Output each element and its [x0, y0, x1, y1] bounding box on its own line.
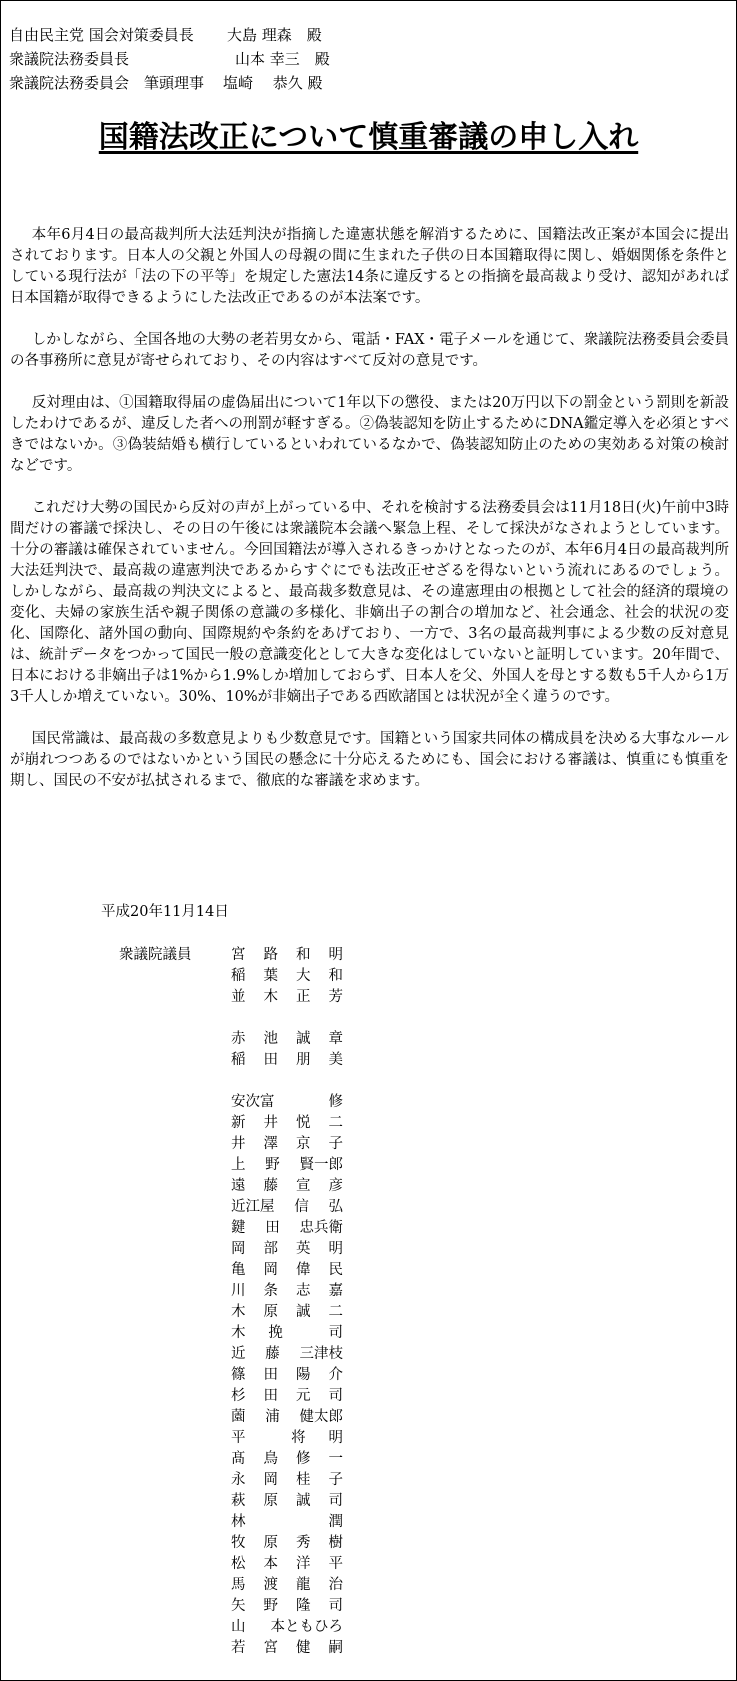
paragraph: 本年6月4日の最高裁判所大法廷判決が指摘した違憲状態を解消するために、国籍法改正案が本国会に提出されております。日本人の父親と外国人の母親の間に生まれた子供の日本国籍取得に関し、婚姻関係を条件としている現行法が「法の下の平等」を規定した憲法14条に違反するとの指摘を最高裁より受け、認知があれば日本国籍が取得できるようにした法改正であるのが本法案です。	[10, 227, 729, 306]
body-text	[10, 225, 729, 813]
member-name-part: 近	[231, 1346, 246, 1362]
member-name-part: 忠兵衛	[299, 1220, 343, 1236]
member-name-part: 藤	[265, 1346, 280, 1362]
member-name-part: 原	[263, 1304, 278, 1320]
member-name	[231, 1134, 343, 1155]
member-name-part: 志	[296, 1283, 311, 1299]
member-name-part: 葉	[263, 968, 278, 984]
member-name-part: 明	[328, 1241, 343, 1257]
member-name-part: 和	[328, 968, 343, 984]
member-name-part: 秀	[296, 1535, 311, 1551]
member-name	[231, 1092, 343, 1113]
member-name-part: 条	[263, 1283, 278, 1299]
document-title	[1, 118, 736, 158]
member-name-part: 洋	[296, 1556, 311, 1572]
member-name-part: 安次富	[231, 1094, 275, 1110]
member-name-part: 木	[231, 1325, 246, 1341]
member-name-part: 木	[231, 1304, 246, 1320]
paragraph: 反対理由は、①国籍取得届の虚偽届出について1年以下の懲役、または20万円以下の罰金という罰則を新設したわけであるが、違反した者への刑罰が軽すぎる。②偽装認知を防止するためにDNA鑑定導入を必須とすべきではないか。③偽装結婚も横行しているといわれているなかで、偽装認知防止のための実効ある対策の検討などです。	[10, 395, 729, 474]
member-name	[231, 1155, 343, 1176]
member-name-part: 章	[328, 1031, 343, 1047]
paragraph: 国民常識は、最高裁の多数意見よりも少数意見です。国籍という国家共同体の構成員を決める大事なルールが崩れつつあるのではないかという国民の懸念に十分応えるためにも、国会における審議は、慎重にも慎重を期し、国民の不安が払拭されるまで、徹底的な審議を求めます。	[10, 731, 729, 789]
member-name-part: 和	[296, 947, 311, 963]
member-name-part: 岡	[231, 1241, 246, 1257]
member-name-part: 宣	[296, 1178, 311, 1194]
member-name	[231, 1575, 343, 1596]
signatory-label: 衆議院議員	[119, 947, 192, 963]
member-name-part: 林	[231, 1514, 246, 1530]
member-name-part: 美	[328, 1052, 343, 1068]
member-name-part: 路	[263, 947, 278, 963]
member-name-part: 山	[231, 1619, 246, 1635]
member-name-part: 子	[328, 1472, 343, 1488]
member-name-part: 彦	[328, 1178, 343, 1194]
member-name-part: 藤	[263, 1178, 278, 1194]
member-name	[231, 987, 343, 1008]
member-name-part: 馬	[231, 1577, 246, 1593]
member-name-part: 井	[263, 1115, 278, 1131]
member-name-part: 若	[231, 1640, 246, 1656]
addressee-name: 塩崎 恭久 殿	[223, 74, 323, 92]
member-name-part: 上	[231, 1157, 246, 1173]
member-name-part: 龍	[296, 1577, 311, 1593]
member-name-part: 池	[263, 1031, 278, 1047]
member-name	[231, 1638, 343, 1659]
member-name-part: 将	[291, 1430, 306, 1446]
member-name	[231, 1617, 343, 1638]
member-name-part: 芳	[328, 989, 343, 1005]
member-name-part: 司	[328, 1493, 343, 1509]
member-name	[231, 1323, 343, 1344]
member-name-part: 治	[328, 1577, 343, 1593]
member-name-part: 田	[263, 1388, 278, 1404]
member-name-part: 杉	[231, 1388, 246, 1404]
member-name	[231, 966, 343, 987]
title-text: 国籍法改正について慎重審議の申し入れ	[98, 120, 639, 155]
member-name-part: 司	[328, 1325, 343, 1341]
member-name-part: 萩	[231, 1493, 246, 1509]
member-name	[231, 1449, 343, 1470]
member-name-part: 二	[328, 1304, 343, 1320]
member-name-part: 野	[263, 1598, 278, 1614]
paragraph: これだけ大勢の国民から反対の声が上がっている中、それを検討する法務委員会は11月18日(火)午前中3時間だけの審議で採決し、その日の午後には衆議院本会議へ緊急上程、そして採決がなされようとしています。十分の審議は確保されていません。今回国籍法が導入されるきっかけとなったのが、本年6月4日の最高裁判所大法廷判決で、最高裁の違憲判決であるからすぐにでも法改正せざるを得ないという流れにあるのでしょう。しかしながら、最高裁の判決文によると、最高裁多数意見は、その違憲理由の根拠として社会的経済的環境の変化、夫婦の家族生活や親子関係の意識の多様化、非嫡出子の割合の増加など、社会通念、社会的状況の変化、国際化、諸外国の動向、国際規約や条約をあげており、一方で、3名の最高裁判事による少数の反対意見は、統計データをつかって国民一般の意識変化として大きな変化はしていないと証明しています。20年間で、日本における非嫡出子は1%から1.9%しか増加しておらず、日本人を父、外国人を母とする数も5千人から1万3千人しか増えていない。30%、10%が非嫡出子である西欧諸国とは状況が全く違うのです。	[10, 500, 729, 705]
member-name-part: 桂	[296, 1472, 311, 1488]
member-name	[231, 1218, 343, 1239]
member-name-part: 亀	[231, 1262, 246, 1278]
member-name-part: 川	[231, 1283, 246, 1299]
member-name-part: 並	[231, 989, 246, 1005]
member-name-part: 賢一郎	[299, 1157, 343, 1173]
member-name-part: 正	[296, 989, 311, 1005]
member-name-part: 浦	[265, 1409, 280, 1425]
member-name-part: 誠	[296, 1493, 311, 1509]
member-name-part: 司	[328, 1598, 343, 1614]
member-name	[231, 1197, 343, 1218]
member-name-part: 一	[328, 1451, 343, 1467]
member-name-part: 原	[263, 1535, 278, 1551]
member-name	[231, 1302, 343, 1323]
member-name	[231, 1596, 343, 1617]
member-name-part: 田	[263, 1052, 278, 1068]
member-name-part: 近江屋	[231, 1199, 275, 1215]
member-name-part: 陽	[296, 1367, 311, 1383]
member-name-part: 渡	[263, 1577, 278, 1593]
member-name-part: 平	[328, 1556, 343, 1572]
member-name-part: 井	[231, 1136, 246, 1152]
member-name-part: 木	[263, 989, 278, 1005]
member-name	[231, 945, 343, 966]
member-name-part: 嗣	[328, 1640, 343, 1656]
member-name-part: 大	[296, 968, 311, 984]
addressee-org: 衆議院法務委員長	[9, 50, 130, 68]
member-name-part: 健太郎	[299, 1409, 343, 1425]
member-name	[231, 1344, 343, 1365]
member-name-part: 信	[294, 1199, 309, 1215]
member-name	[231, 1176, 343, 1197]
member-name	[231, 1239, 343, 1260]
member-name	[231, 1029, 343, 1050]
member-name-part: 三津枝	[299, 1346, 343, 1362]
addressee-org: 自由民主党 国会対策委員長	[9, 26, 194, 44]
member-name	[231, 1533, 343, 1554]
member-name-part: 悦	[296, 1115, 311, 1131]
member-name-part: 澤	[263, 1136, 278, 1152]
member-name-part: 岡	[263, 1262, 278, 1278]
member-name-part: 明	[328, 1430, 343, 1446]
member-name-part: 原	[263, 1493, 278, 1509]
member-name-part: 篠	[231, 1367, 246, 1383]
member-name	[231, 1260, 343, 1281]
member-name-part: 朋	[296, 1052, 311, 1068]
document-date: 平成20年11月14日	[101, 904, 229, 920]
member-name-part: 宮	[263, 1640, 278, 1656]
member-name-part: 薗	[231, 1409, 246, 1425]
paragraph: しかしながら、全国各地の大勢の老若男女から、電話・FAX・電子メールを通じて、衆議院法務委員会委員の各事務所に意見が寄せられており、その内容はすべて反対の意見です。	[10, 332, 729, 369]
member-name-part: 誠	[296, 1304, 311, 1320]
member-name-part: 遠	[231, 1178, 246, 1194]
member-name-part: 隆	[296, 1598, 311, 1614]
member-name-part: 二	[328, 1115, 343, 1131]
member-name	[231, 1365, 343, 1386]
member-name	[231, 1386, 343, 1407]
member-name-part: 稲	[231, 968, 246, 984]
member-name-part: 修	[296, 1451, 311, 1467]
member-name-part: 鳥	[263, 1451, 278, 1467]
member-name-part: 髙	[231, 1451, 246, 1467]
member-name	[231, 1113, 343, 1134]
member-name-part: 司	[328, 1388, 343, 1404]
member-name-part: 誠	[296, 1031, 311, 1047]
member-name-part: 田	[265, 1220, 280, 1236]
member-name-part: 牧	[231, 1535, 246, 1551]
member-name	[231, 1407, 343, 1428]
member-name-part: 永	[231, 1472, 246, 1488]
member-name-part: 本	[263, 1556, 278, 1572]
member-name	[231, 1281, 343, 1302]
member-name	[231, 1428, 343, 1449]
member-name	[231, 1554, 343, 1575]
member-name-part: 明	[328, 947, 343, 963]
member-name-part: 宮	[231, 947, 246, 963]
member-name-part: 岡	[263, 1472, 278, 1488]
addressee-org: 衆議院法務委員会 筆頭理事	[9, 74, 205, 92]
member-name-part: 英	[296, 1241, 311, 1257]
member-name-part: 民	[328, 1262, 343, 1278]
member-name	[231, 1491, 343, 1512]
member-name-part: 嘉	[328, 1283, 343, 1299]
member-name-part: 潤	[328, 1514, 343, 1530]
member-name-part: 松	[231, 1556, 246, 1572]
member-name-part: 田	[263, 1367, 278, 1383]
member-name-part: 元	[296, 1388, 311, 1404]
member-name-part: 弘	[328, 1199, 343, 1215]
member-name-part: 偉	[296, 1262, 311, 1278]
member-name-part: 京	[296, 1136, 311, 1152]
member-name-part: 健	[296, 1640, 311, 1656]
member-name-part: 野	[265, 1157, 280, 1173]
member-name-part: 介	[328, 1367, 343, 1383]
member-name-part: 赤	[231, 1031, 246, 1047]
member-name-part: 矢	[231, 1598, 246, 1614]
member-name-part: 子	[328, 1136, 343, 1152]
member-name	[231, 1050, 343, 1071]
addressee-name: 山本 幸三 殿	[235, 50, 330, 68]
addressee-name: 大島 理森 殿	[227, 26, 322, 44]
member-name-part: 平	[231, 1430, 246, 1446]
member-name-part: 挽	[268, 1325, 283, 1341]
member-name-part: 本ともひろ	[270, 1619, 343, 1635]
member-name-part: 修	[328, 1094, 343, 1110]
member-name-part: 鍵	[231, 1220, 246, 1236]
member-name-part: 稲	[231, 1052, 246, 1068]
member-name-part: 新	[231, 1115, 246, 1131]
member-name	[231, 1470, 343, 1491]
member-name	[231, 1512, 343, 1533]
member-name-part: 部	[263, 1241, 278, 1257]
member-name-part: 樹	[328, 1535, 343, 1551]
